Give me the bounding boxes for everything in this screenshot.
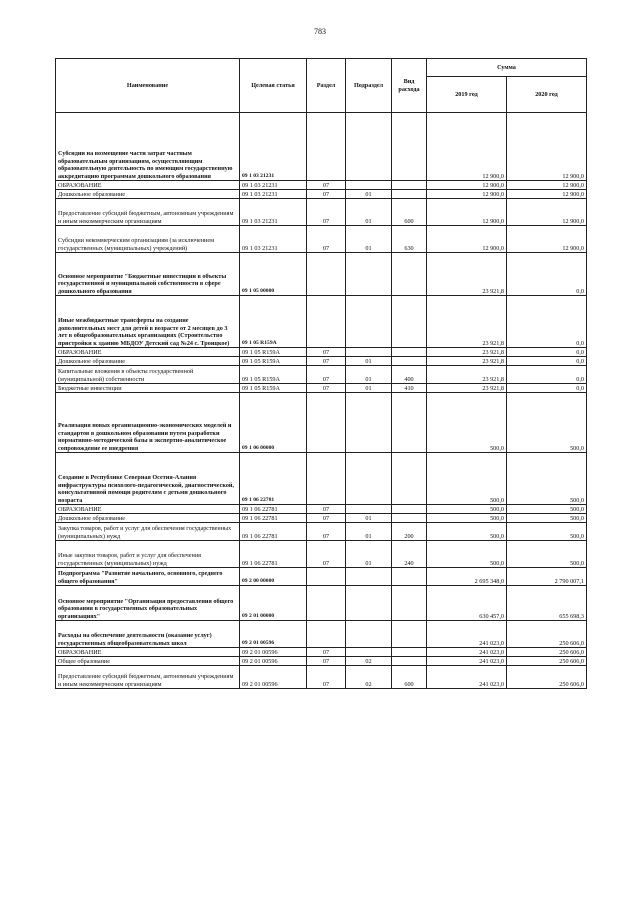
row-expense-type [392, 568, 427, 586]
row-subsection [346, 181, 392, 190]
table-row [56, 648, 587, 657]
row-expense-type [392, 453, 427, 505]
row-name: Субсидии некоммерческим организациям (за исключением государственных (муниципальных) учреждений) [56, 226, 240, 253]
row-subsection: 01 [346, 541, 392, 568]
row-sum-2019: 23 921,8 [427, 253, 507, 296]
row-subsection [346, 393, 392, 453]
header-target: Целевая статья [240, 59, 307, 113]
row-expense-type: 630 [392, 226, 427, 253]
row-section [307, 296, 346, 348]
row-section [307, 253, 346, 296]
table-row [56, 541, 587, 568]
table-row [56, 296, 587, 348]
row-subsection [346, 586, 392, 621]
row-sum-2020: 250 606,0 [507, 621, 587, 648]
row-sum-2019: 630 457,0 [427, 586, 507, 621]
row-expense-type [392, 348, 427, 357]
row-sum-2020: 12 900,0 [507, 190, 587, 199]
budget-table [55, 58, 587, 689]
row-sum-2019: 12 900,0 [427, 181, 507, 190]
row-section: 07 [307, 523, 346, 541]
row-sum-2020: 12 900,0 [507, 113, 587, 181]
row-subsection: 01 [346, 514, 392, 523]
row-sum-2019: 12 900,0 [427, 113, 507, 181]
row-subsection [346, 621, 392, 648]
row-expense-type [392, 505, 427, 514]
row-name: Дошкольное образование [56, 514, 240, 523]
row-subsection: 02 [346, 666, 392, 689]
row-target-code: 09 2 00 00000 [240, 568, 307, 586]
row-name: ОБРАЗОВАНИЕ [56, 181, 240, 190]
row-name: Основное мероприятие "Бюджетные инвестиции в объекты государственной и муниципальной собственности в сфере дошкольного образования [56, 253, 240, 296]
row-section: 07 [307, 514, 346, 523]
row-expense-type: 200 [392, 523, 427, 541]
row-target-code: 09 1 06 22781 [240, 514, 307, 523]
row-sum-2020: 2 790 007,1 [507, 568, 587, 586]
row-sum-2020: 250 606,0 [507, 648, 587, 657]
row-expense-type [392, 357, 427, 366]
row-sum-2020: 655 698,3 [507, 586, 587, 621]
header-sum: Сумма [427, 59, 587, 77]
row-target-code: 09 2 01 00596 [240, 621, 307, 648]
row-name: Расходы на обеспечение деятельности (оказание услуг) государственных общеобразовательных школ [56, 621, 240, 648]
row-sum-2020: 0,0 [507, 348, 587, 357]
row-sum-2020: 0,0 [507, 296, 587, 348]
row-section: 07 [307, 181, 346, 190]
row-target-code: 09 1 06 22781 [240, 453, 307, 505]
table-row [56, 657, 587, 666]
row-expense-type: 600 [392, 199, 427, 226]
row-expense-type [392, 181, 427, 190]
row-sum-2020: 500,0 [507, 523, 587, 541]
row-section [307, 621, 346, 648]
table-row [56, 113, 587, 181]
row-target-code: 09 1 03 21231 [240, 190, 307, 199]
table-row [56, 181, 587, 190]
row-section: 07 [307, 648, 346, 657]
row-section [307, 113, 346, 181]
row-sum-2020: 500,0 [507, 393, 587, 453]
row-sum-2019: 23 921,8 [427, 348, 507, 357]
row-sum-2019: 500,0 [427, 393, 507, 453]
table-row [56, 453, 587, 505]
row-name: Дошкольное образование [56, 357, 240, 366]
header-section: Раздел [307, 59, 346, 113]
table-row [56, 226, 587, 253]
row-sum-2020: 250 606,0 [507, 666, 587, 689]
table-row [56, 621, 587, 648]
row-subsection: 01 [346, 523, 392, 541]
row-expense-type [392, 113, 427, 181]
row-sum-2019: 241 023,0 [427, 666, 507, 689]
row-target-code: 09 1 06 22781 [240, 541, 307, 568]
row-subsection [346, 296, 392, 348]
row-sum-2019: 500,0 [427, 541, 507, 568]
table-row [56, 348, 587, 357]
table-row [56, 393, 587, 453]
row-sum-2020: 0,0 [507, 366, 587, 384]
row-subsection [346, 348, 392, 357]
row-subsection [346, 453, 392, 505]
row-sum-2019: 23 921,8 [427, 366, 507, 384]
row-expense-type [392, 648, 427, 657]
row-sum-2020: 12 900,0 [507, 199, 587, 226]
header-year-2020: 2020 год [507, 77, 587, 113]
row-sum-2019: 241 023,0 [427, 621, 507, 648]
row-subsection: 01 [346, 190, 392, 199]
row-sum-2020: 500,0 [507, 514, 587, 523]
row-expense-type: 400 [392, 366, 427, 384]
row-expense-type [392, 586, 427, 621]
header-expense-type: Вид расхода [392, 59, 427, 113]
row-name: Реализация новых организационно-экономических моделей и стандартов в дошкольном образовании путем разработки нормативно-методической базы и экспертно-аналитическое сопровождение ее внедрения [56, 393, 240, 453]
row-subsection: 01 [346, 357, 392, 366]
row-section: 07 [307, 541, 346, 568]
table-row [56, 586, 587, 621]
row-target-code: 09 2 01 00596 [240, 666, 307, 689]
row-expense-type [392, 296, 427, 348]
row-subsection: 01 [346, 226, 392, 253]
table-row [56, 523, 587, 541]
row-section [307, 586, 346, 621]
row-section [307, 393, 346, 453]
row-target-code: 09 1 06 22781 [240, 523, 307, 541]
table-row [56, 190, 587, 199]
row-sum-2020: 250 606,0 [507, 657, 587, 666]
row-target-code: 09 1 05 R159A [240, 384, 307, 393]
table-row [56, 357, 587, 366]
row-target-code: 09 1 05 R159A [240, 296, 307, 348]
row-target-code: 09 1 05 R159A [240, 366, 307, 384]
row-expense-type: 410 [392, 384, 427, 393]
row-name: ОБРАЗОВАНИЕ [56, 648, 240, 657]
row-sum-2020: 12 900,0 [507, 181, 587, 190]
row-sum-2020: 12 900,0 [507, 226, 587, 253]
row-sum-2020: 500,0 [507, 505, 587, 514]
header-subsection: Подраздел [346, 59, 392, 113]
row-name: ОБРАЗОВАНИЕ [56, 348, 240, 357]
table-row [56, 505, 587, 514]
row-sum-2019: 23 921,8 [427, 296, 507, 348]
row-section: 07 [307, 657, 346, 666]
row-sum-2020: 0,0 [507, 253, 587, 296]
table-body [56, 113, 587, 689]
table-row [56, 568, 587, 586]
row-target-code: 09 1 03 21231 [240, 113, 307, 181]
row-name: Дошкольное образование [56, 190, 240, 199]
row-name: Подпрограмма "Развитие начального, основного, среднего общего образования" [56, 568, 240, 586]
row-sum-2019: 500,0 [427, 514, 507, 523]
row-sum-2020: 0,0 [507, 384, 587, 393]
table-row [56, 666, 587, 689]
row-subsection: 01 [346, 199, 392, 226]
row-subsection [346, 648, 392, 657]
row-sum-2019: 500,0 [427, 523, 507, 541]
page-number: 783 [314, 27, 326, 36]
row-target-code: 09 1 03 21231 [240, 226, 307, 253]
row-target-code: 09 2 01 00596 [240, 657, 307, 666]
row-name: Предоставление субсидий бюджетным, автономным учреждениям и иным некоммерческим организациям [56, 199, 240, 226]
row-name: Субсидии на возмещение части затрат частным образовательным организациям, осуществляющим образовательную деятельность по имеющим государственную аккредитацию программам дошкольного образования [56, 113, 240, 181]
row-section: 07 [307, 348, 346, 357]
row-sum-2019: 241 023,0 [427, 657, 507, 666]
table-row [56, 253, 587, 296]
row-target-code: 09 1 05 00000 [240, 253, 307, 296]
row-sum-2019: 2 695 348,0 [427, 568, 507, 586]
row-section: 07 [307, 505, 346, 514]
table-row [56, 384, 587, 393]
row-expense-type [392, 393, 427, 453]
table-row [56, 366, 587, 384]
row-name: ОБРАЗОВАНИЕ [56, 505, 240, 514]
row-section: 07 [307, 366, 346, 384]
row-section: 07 [307, 226, 346, 253]
row-name: Общее образование [56, 657, 240, 666]
row-sum-2019: 23 921,8 [427, 357, 507, 366]
row-target-code: 09 1 05 R159A [240, 357, 307, 366]
table-header [56, 59, 587, 113]
row-subsection [346, 568, 392, 586]
row-section [307, 453, 346, 505]
row-section: 07 [307, 384, 346, 393]
row-expense-type [392, 514, 427, 523]
row-sum-2020: 500,0 [507, 453, 587, 505]
row-target-code: 09 1 03 21231 [240, 199, 307, 226]
row-section: 07 [307, 666, 346, 689]
row-target-code: 09 2 01 00000 [240, 586, 307, 621]
row-expense-type: 600 [392, 666, 427, 689]
row-target-code: 09 1 06 22781 [240, 505, 307, 514]
row-subsection: 01 [346, 384, 392, 393]
row-sum-2019: 500,0 [427, 453, 507, 505]
row-sum-2019: 23 921,8 [427, 384, 507, 393]
row-name: Создание в Республике Северная Осетия-Алания инфраструктуры психолого-педагогической, диагностической, консультативной помощи родителям с детьми дошкольного возраста [56, 453, 240, 505]
table-row [56, 514, 587, 523]
table-row [56, 199, 587, 226]
row-expense-type: 240 [392, 541, 427, 568]
row-name: Капитальные вложения в объекты государственной (муниципальной) собственности [56, 366, 240, 384]
row-name: Бюджетные инвестиции [56, 384, 240, 393]
row-subsection [346, 113, 392, 181]
row-sum-2019: 241 023,0 [427, 648, 507, 657]
row-target-code: 09 1 06 00000 [240, 393, 307, 453]
row-name: Закупка товаров, работ и услуг для обеспечения государственных (муниципальных) нужд [56, 523, 240, 541]
row-section [307, 568, 346, 586]
row-sum-2019: 12 900,0 [427, 226, 507, 253]
row-subsection [346, 253, 392, 296]
row-sum-2019: 12 900,0 [427, 190, 507, 199]
row-sum-2020: 0,0 [507, 357, 587, 366]
row-target-code: 09 1 03 21231 [240, 181, 307, 190]
row-name: Иные межбюджетные трансферты на создание дополнительных мест для детей в возрасте от 2 месяцев до 3 лет в общеобразовательных организациях (Строительство пристройки к зданию МБДОУ Детский сад №24 с. Троицкое) [56, 296, 240, 348]
row-target-code: 09 1 05 R159A [240, 348, 307, 357]
row-section: 07 [307, 357, 346, 366]
row-sum-2020: 500,0 [507, 541, 587, 568]
row-expense-type [392, 621, 427, 648]
row-expense-type [392, 190, 427, 199]
row-section: 07 [307, 199, 346, 226]
row-name: Предоставление субсидий бюджетным, автономным учреждениям и иным некоммерческим организациям [56, 666, 240, 689]
row-sum-2019: 500,0 [427, 505, 507, 514]
row-subsection [346, 505, 392, 514]
row-subsection: 02 [346, 657, 392, 666]
row-name: Основное мероприятие "Организация предоставления общего образования в государственных образовательных организациях" [56, 586, 240, 621]
row-name: Иные закупки товаров, работ и услуг для обеспечения государственных (муниципальных) нужд [56, 541, 240, 568]
header-name: Наименование [56, 59, 240, 113]
row-expense-type [392, 657, 427, 666]
row-sum-2019: 12 900,0 [427, 199, 507, 226]
row-subsection: 01 [346, 366, 392, 384]
row-section: 07 [307, 190, 346, 199]
row-target-code: 09 2 01 00596 [240, 648, 307, 657]
row-expense-type [392, 253, 427, 296]
header-year-2019: 2019 год [427, 77, 507, 113]
